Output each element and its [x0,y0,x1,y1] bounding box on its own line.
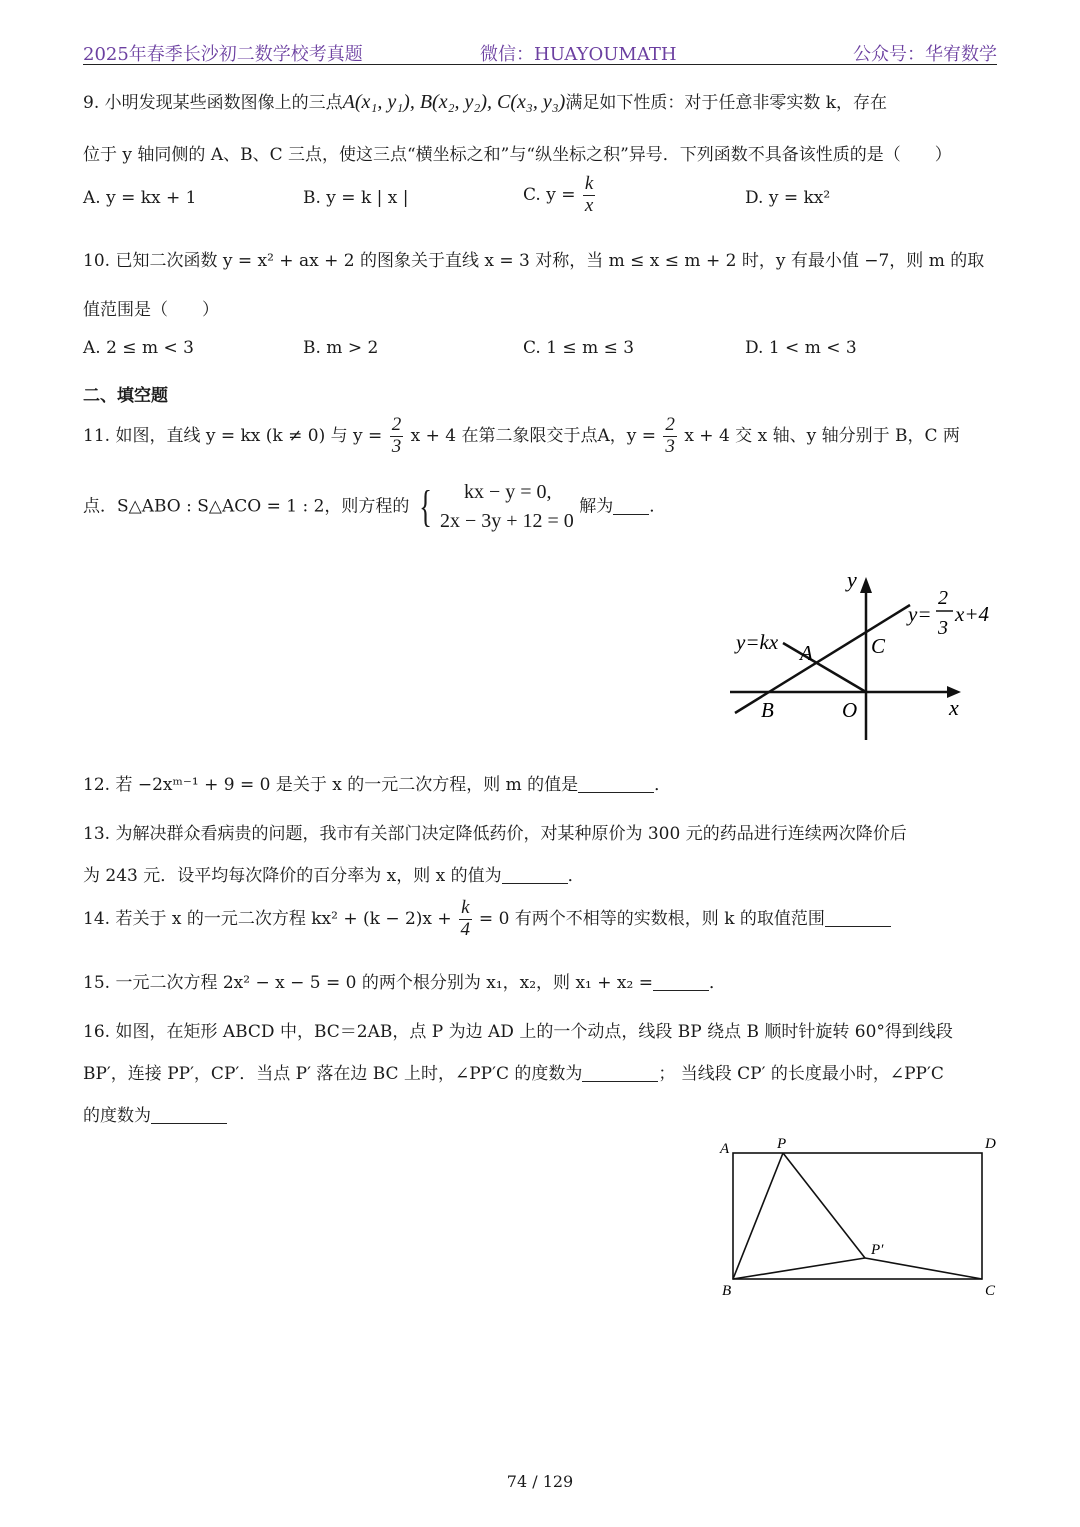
section-fill-in-title: 二、填空题 [83,386,168,406]
q9-option-c: C. y = $\frac{k}{x}$ [523,173,594,216]
fig11-line2-den: 3 [938,617,948,639]
q10-option-a: A. 2 ≤ m < 3 [83,338,194,358]
q10-line2: 值范围是（ ） [83,300,219,320]
fig16-point-a: A [720,1141,730,1157]
q11-line1: 11. 如图，直线 y = kx (k ≠ 0) 与 y = $\frac{2}{3}$ x + 4 在第二象限交于点A，y = $\frac{2}{3}$ x + 4 交 x 轴、y 轴分别于 B，C 两 [83,414,960,457]
fig11-line2-num: 2 [938,587,948,609]
fig16-point-c: C [985,1283,996,1299]
segment-bp [733,1153,783,1279]
q12-answer-blank[interactable] [578,776,654,793]
line-y-two-thirds-x-plus-4 [735,605,910,713]
fig11-kx-label: y=kx [736,630,779,654]
fig11-point-b: B [761,698,774,722]
q9-points: A(x₁, y₁), B(x₂, y₂), C(x₃, y₃) [342,91,566,113]
q9-line2: 位于 y 轴同侧的 A、B、C 三点，使这三点“横坐标之和”与“纵坐标之积”异号．下列函数不具备该性质的是（ ） [83,145,952,165]
q11-line2: 点．S△ABO : S△ACO = 1 : 2，则方程的 { kx − y = 0, 2x − 3y + 12 = 0 解为 ． [83,478,666,536]
q16-answer-blank-1[interactable] [582,1065,658,1082]
q16-figure [715,1130,1005,1300]
page-number: 74 / 129 [506,1472,574,1491]
q13-line2: 为 243 元．设平均每次降价的百分率为 x，则 x 的值为 ． [83,866,585,886]
q16-answer-blank-2[interactable] [151,1107,227,1124]
q11-equation-2: 2x − 3y + 12 = 0 [439,510,574,532]
header-title: 2025年春季长沙初二数学校考真题 [83,44,363,65]
header-account: 公众号：华宥数学 [853,44,997,65]
fig16-point-d: D [985,1136,996,1152]
segment-bp-prime [733,1258,865,1279]
q11-equation-system [415,478,574,536]
fig16-point-b: B [722,1283,732,1299]
q9-option-c-fraction: $\frac{k}{x}$ [584,173,594,216]
q16-line3: 的度数为 [83,1101,227,1126]
q9-option-d: D. y = kx² [745,188,831,208]
q11-equation-1: kx − y = 0, [463,481,552,503]
q10-option-d: D. 1 < m < 3 [745,338,857,358]
fig16-point-p: P [777,1136,787,1152]
segment-cp-prime [865,1258,982,1279]
fig11-line2-label-post: x+4 [955,602,989,626]
q10-option-b: B. m > 2 [303,338,379,358]
fig11-point-o: O [842,698,858,722]
fig16-point-p-prime: P′ [871,1242,884,1258]
q11-answer-blank[interactable] [613,498,649,515]
page-header [83,38,997,65]
fig11-y-label: y [847,567,857,592]
q10-line1: 10. 已知二次函数 y = x² + ax + 2 的图象关于直线 x = 3 对称，当 m ≤ x ≤ m + 2 时，y 有最小值 −7，则 m 的取 [83,251,985,271]
q13-line1: 13. 为解决群众看病贵的问题，我市有关部门决定降低药价，对某种原价为 300 元的药品进行连续两次降价后 [83,824,907,844]
left-brace: { [419,482,432,531]
q11-fraction-1: $\frac{2}{3}$ [391,414,402,457]
q9-option-a: A. y = kx + 1 [83,188,197,208]
fig11-line2-label-pre: y= [908,602,932,626]
q14-line: 14. 若关于 x 的一元二次方程 kx² + (k − 2)x + $\frac{k}{4}$ = 0 有两个不相等的实数根，则 k 的取值范围 [83,898,891,941]
q14-answer-blank[interactable] [825,910,891,927]
y-axis-arrow [860,577,872,593]
q14-fraction: $\frac{k}{4}$ [460,897,471,940]
q10-option-c: C. 1 ≤ m ≤ 3 [523,338,635,358]
q16-line2: BP′，连接 PP′，CP′．当点 P′ 落在边 BC 上时，∠PP′C 的度数为 ； 当线段 CP′ 的长度最小时，∠PP′C [83,1064,944,1084]
q11-fraction-2: $\frac{2}{3}$ [665,414,675,457]
segment-pp-prime [783,1153,865,1258]
q9-line1: 9. 小明发现某些函数图像上的三点A(x₁, y₁), B(x₂, y₂), C(x₃, y₃)满足如下性质：对于任意非零实数 k，存在 [83,91,888,113]
q11-figure [725,565,1015,745]
line-y-kx [783,643,866,692]
fig11-point-c: C [871,634,886,658]
rectangle-abcd [733,1153,982,1279]
q9-option-b: B. y = k | x | [303,188,409,208]
fig11-point-a: A [800,641,813,665]
q12-line: 12. 若 −2xᵐ⁻¹ + 9 = 0 是关于 x 的一元二次方程，则 m 的值是 ． [83,775,672,795]
q15-answer-blank[interactable] [653,974,709,991]
q13-answer-blank[interactable] [502,867,568,884]
q15-line: 15. 一元二次方程 2x² − x − 5 = 0 的两个根分别为 x₁，x₂，则 x₁ + x₂ = ． [83,973,726,993]
q16-line1: 16. 如图，在矩形 ABCD 中，BC＝2AB，点 P 为边 AD 上的一个动点，线段 BP 绕点 B 顺时针旋转 60°得到线段 [83,1022,953,1042]
header-wechat: 微信：HUAYOUMATH [480,44,677,65]
fig11-x-label: x [949,695,959,720]
